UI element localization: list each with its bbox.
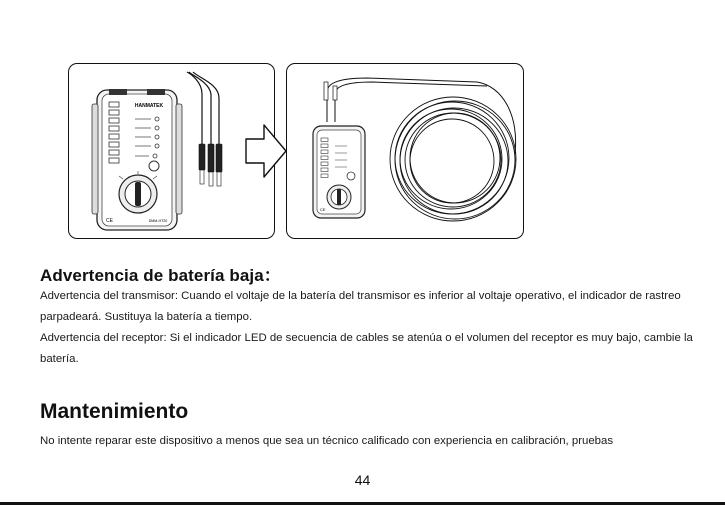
device-model-label: DMM-HT20 xyxy=(148,219,168,223)
instruction-figure xyxy=(68,63,524,241)
maintenance-heading: Mantenimiento xyxy=(40,400,189,423)
svg-text:CE: CE xyxy=(320,207,326,212)
device-brand-label: HANMATEK xyxy=(134,103,164,109)
svg-text:CE: CE xyxy=(106,218,113,224)
maintenance-paragraph: No intente reparar este dispositivo a menos que sea un técnico calificado con experiencia en calibración, pruebas xyxy=(40,435,614,447)
multimeter-with-coiled-cable-icon xyxy=(287,64,525,240)
low-battery-warning-heading: Advertencia de batería baja： xyxy=(40,266,281,285)
page-number: 44 xyxy=(354,472,371,488)
receiver-warning-paragraph: Advertencia del receptor: Si el indicador LED de secuencia de cables se atenúa o el volumen del receptor es muy bajo, cambie la batería. xyxy=(40,332,693,365)
figure-panel-tester-with-cable xyxy=(286,63,524,239)
transmitter-warning-paragraph: Advertencia del transmisor: Cuando el voltaje de la batería del transmisor es inferior al voltaje operativo, el indicador de rastreo parpadeará. Sustituya la batería a tiempo. xyxy=(40,290,681,323)
right-arrow-icon xyxy=(244,123,288,179)
